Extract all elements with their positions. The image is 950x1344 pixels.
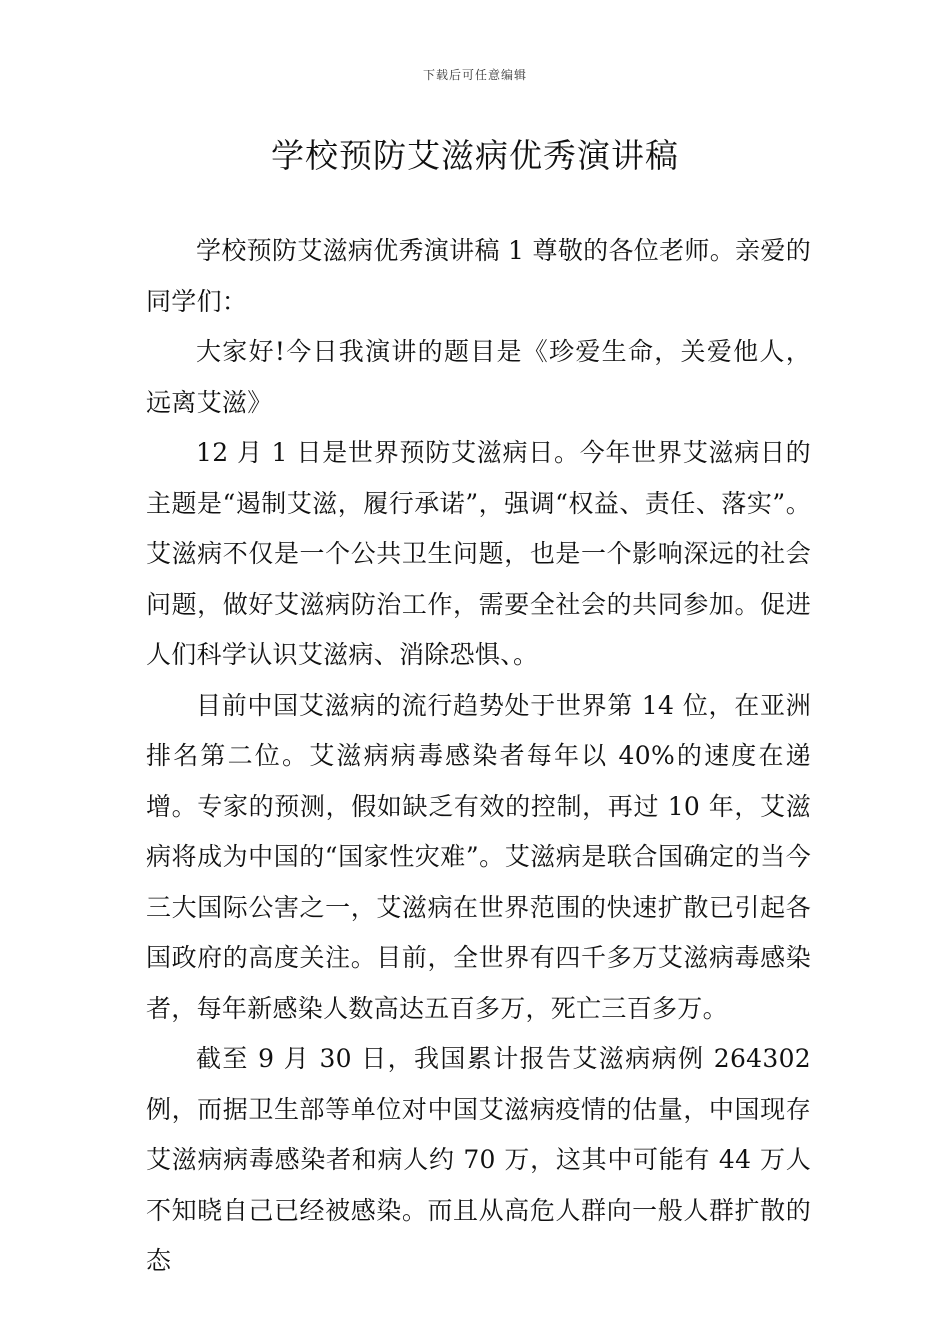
page-header-note: 下载后可任意编辑 [422, 68, 527, 82]
paragraph-china-trend: 目前中国艾滋病的流行趋势处于世界第 14 位，在亚洲排名第二位。艾滋病病毒感染者每年以 40%的速度在递增。专家的预测，假如缺乏有效的控制，再过 10 年，艾滋病将成为中国的“国家性灾难”。艾滋病是联合国确定的当今三大国际公害之一，艾滋病在世界范围的快速扩散已引起各国政府的高度关注。目前，全世界有四千多万艾滋病毒感染者，每年新感染人数高达五百多万，死亡三百多万。 [146, 690, 811, 1023]
paragraph-aids-day: 12 月 1 日是世界预防艾滋病日。今年世界艾滋病日的主题是“遏制艾滋，履行承诺”，强调“权益、责任、落实”。艾滋病不仅是一个公共卫生问题，也是一个影响深远的社会问题，做好艾滋病防治工作，需要全社会的共同参加。促进人们科学认识艾滋病、消除恐惧、。 [146, 438, 811, 669]
document-title: 学校预防艾滋病优秀演讲稿 [271, 136, 679, 175]
document-body [146, 226, 811, 1287]
paragraph-greeting: 学校预防艾滋病优秀演讲稿 1 尊敬的各位老师。亲爱的同学们： [146, 236, 811, 316]
paragraph-statistics: 截至 9 月 30 日，我国累计报告艾滋病病例 264302 例，而据卫生部等单位对中国艾滋病疫情的估量，中国现存艾滋病病毒感染者和病人约 70 万，这其中可能有 44 万人不知晓自己已经被感染。而且从高危人群向一般人群扩散的态 [146, 1044, 811, 1275]
paragraph-topic: 大家好!今日我演讲的题目是《珍爱生命，关爱他人，远离艾滋》 [146, 337, 811, 417]
